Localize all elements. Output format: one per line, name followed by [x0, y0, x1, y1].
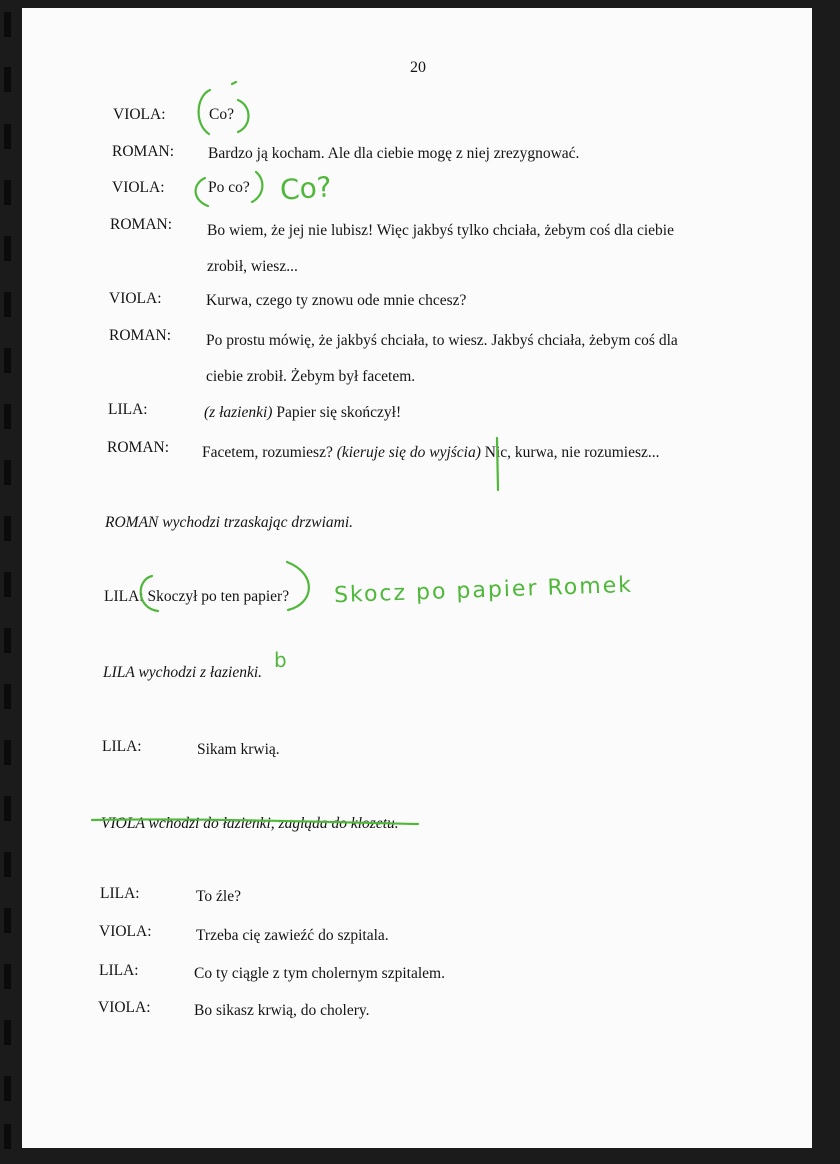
speaker-label: VIOLA:: [99, 923, 152, 940]
dialogue-line: Bardzo ją kocham. Ale dla ciebie mogę z niej zrezygnować.: [208, 145, 580, 162]
speaker-label: LILA:: [108, 401, 148, 418]
binding-hole: [4, 1076, 11, 1101]
dialogue-line: Po co?: [208, 179, 250, 196]
speaker-label: VIOLA:: [98, 999, 151, 1016]
binding-hole: [4, 572, 11, 597]
speaker-label: ROMAN:: [112, 143, 175, 160]
speaker-label: LILA:: [100, 885, 140, 902]
page-number: 20: [410, 59, 426, 76]
binding-hole: [4, 12, 11, 37]
speaker-label: LILA:: [102, 738, 142, 755]
dialogue-line: To źle?: [196, 888, 241, 905]
speaker-label: LILA:: [104, 588, 144, 605]
stage-character-name: LILA: [103, 664, 135, 681]
binding-hole: [4, 740, 11, 765]
binding-hole: [4, 348, 11, 373]
speaker-label: ROMAN:: [107, 439, 170, 456]
dialogue-line: Trzeba cię zawieźć do szpitala.: [196, 927, 389, 944]
binding-hole: [4, 908, 11, 933]
dialogue-line: Bo wiem, że jej nie lubisz! Więc jakbyś tylko chciała, żebym coś dla ciebie: [207, 222, 674, 239]
binding-hole: [4, 404, 11, 429]
dialogue-line: [202, 444, 660, 462]
stage-direction-inline: (z łazienki): [204, 404, 273, 421]
handwritten-note-co: Co?: [278, 170, 333, 207]
stage-character-name: ROMAN: [105, 514, 159, 531]
dialogue-line: Po prostu mówię, że jakbyś chciała, to wiesz. Jakbyś chciała, żebym coś dla: [206, 332, 678, 349]
spiral-binding: [0, 0, 22, 1164]
dialogue-text: Papier się skończył!: [272, 404, 402, 421]
speaker-label: ROMAN:: [110, 216, 173, 233]
binding-hole: [4, 180, 11, 205]
dialogue-line-continued: ciebie zrobił. Żebym był facetem.: [206, 368, 416, 385]
stage-character-name: VIOLA: [101, 815, 145, 832]
dialogue-line-continued: zrobił, wiesz...: [207, 258, 298, 275]
dialogue-line: Sikam krwią.: [197, 741, 280, 758]
binding-hole: [4, 796, 11, 821]
binding-hole: [4, 852, 11, 877]
dialogue-text: Skoczył po ten papier?: [143, 588, 290, 605]
dialogue-line: Kurwa, czego ty znowu ode mnie chcesz?: [206, 292, 467, 309]
dialogue-line: [104, 588, 289, 606]
binding-hole: [4, 292, 11, 317]
dialogue-line: Co ty ciągle z tym cholernym szpitalem.: [194, 965, 445, 982]
binding-hole: [4, 964, 11, 989]
dialogue-text: Nic, kurwa, nie rozumiesz...: [480, 444, 660, 461]
binding-hole: [4, 460, 11, 485]
binding-hole: [4, 236, 11, 261]
speaker-label: ROMAN:: [109, 327, 172, 344]
stage-direction: [103, 664, 262, 682]
binding-hole: [4, 684, 11, 709]
dialogue-line: [204, 404, 401, 422]
binding-hole: [4, 67, 11, 92]
binding-hole: [4, 124, 11, 149]
handwritten-note-skocz: Skocz po papier Romek: [333, 572, 634, 609]
stage-direction-text: wychodzi z łazienki.: [134, 664, 263, 681]
handwritten-note-b: b: [274, 648, 287, 672]
binding-hole: [4, 628, 11, 653]
stage-direction: [105, 514, 353, 532]
dialogue-text: Facetem, rozumiesz?: [202, 444, 337, 461]
dialogue-line: Bo sikasz krwią, do cholery.: [194, 1002, 370, 1019]
stage-direction-text: wchodzi do łazienki, zagląda do klozetu.: [144, 815, 399, 832]
stage-direction-struck: [101, 815, 399, 833]
binding-hole: [4, 1124, 11, 1149]
stage-direction-text: wychodzi trzaskając drzwiami.: [158, 514, 354, 531]
speaker-label: VIOLA:: [113, 106, 166, 123]
speaker-label: VIOLA:: [112, 179, 165, 196]
script-page: [22, 8, 812, 1148]
dialogue-line: Co?: [209, 106, 234, 123]
binding-hole: [4, 516, 11, 541]
stage-direction-inline: (kieruje się do wyjścia): [336, 444, 481, 461]
speaker-label: LILA:: [99, 962, 139, 979]
binding-hole: [4, 1020, 11, 1045]
speaker-label: VIOLA:: [109, 290, 162, 307]
